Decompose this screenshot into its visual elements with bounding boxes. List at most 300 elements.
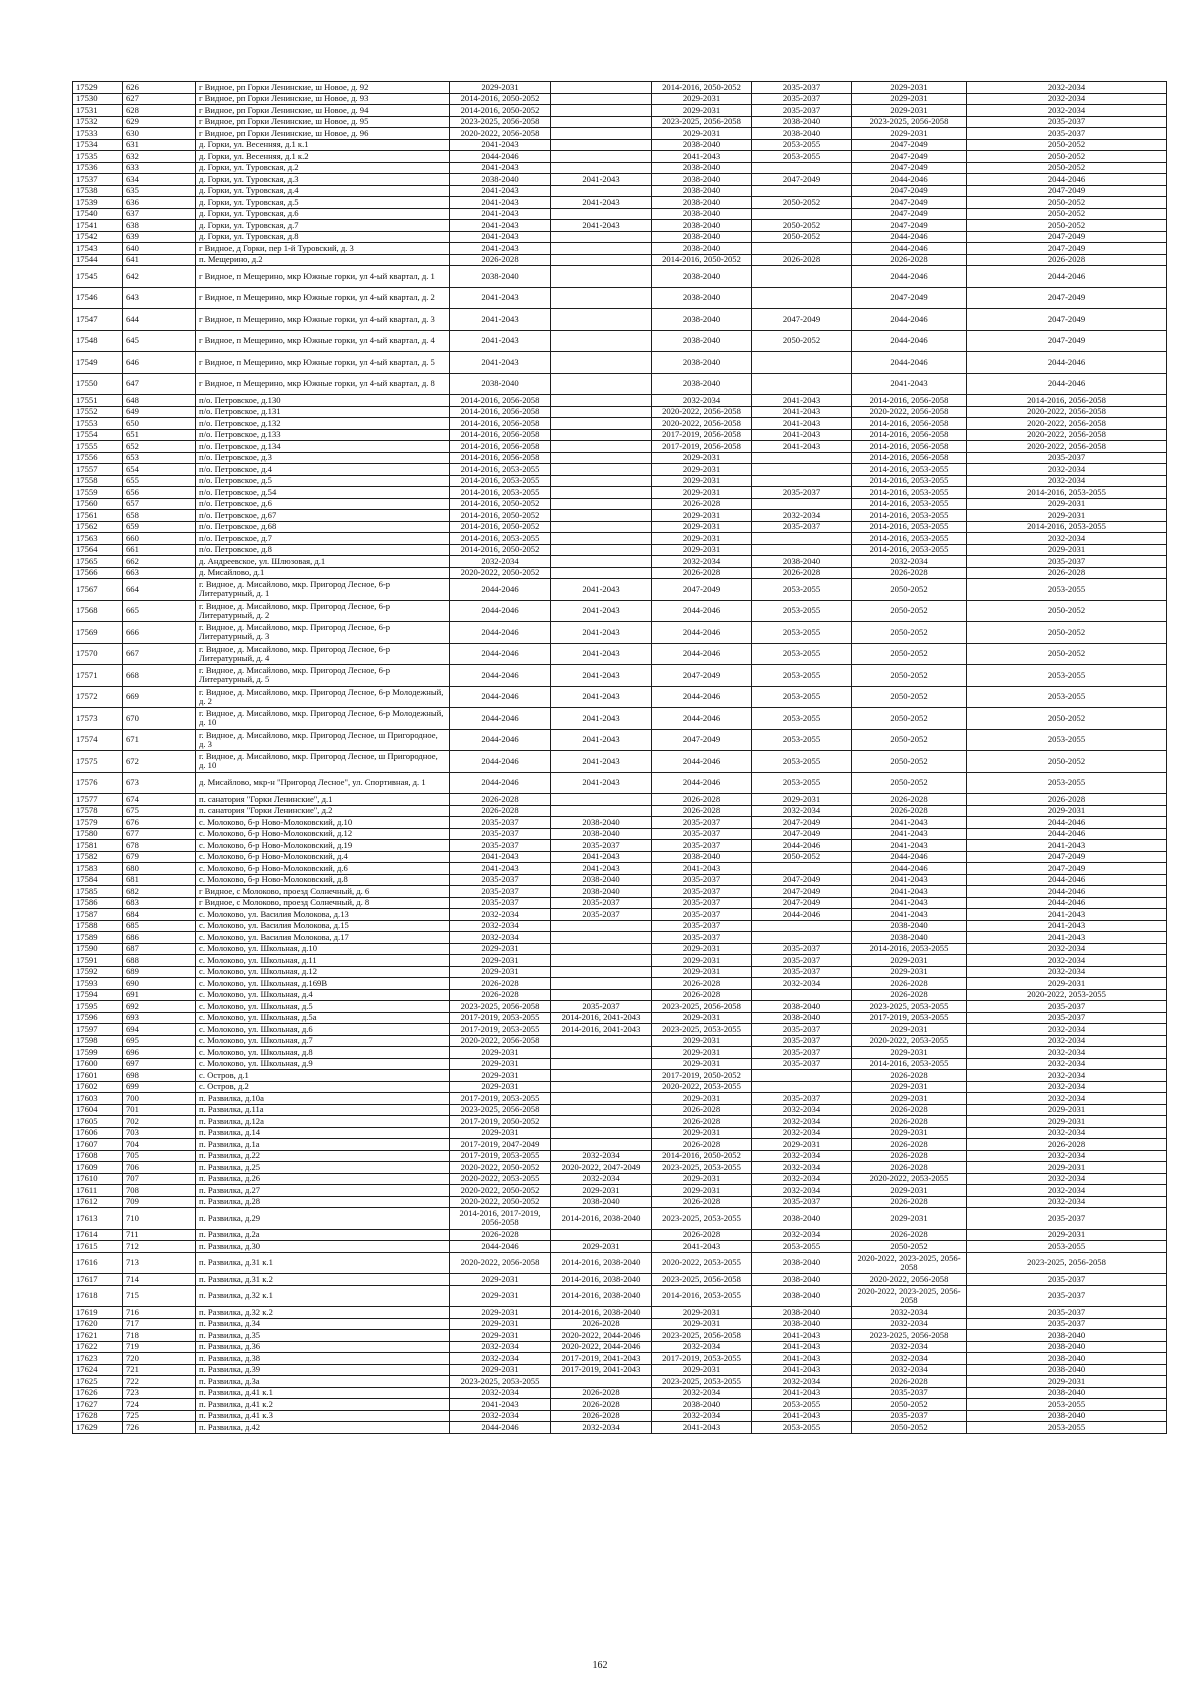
table-row	[73, 220, 1167, 232]
address-cell: п/о. Петровское, д.68	[196, 521, 450, 533]
table-row	[73, 116, 1167, 128]
period-cell-1: 2014-2016, 2053-2055	[450, 533, 551, 545]
row-number-cell: 17587	[73, 909, 123, 921]
period-cell-4: 2038-2040	[752, 1012, 852, 1024]
period-cell-2: 2029-2031	[551, 1241, 652, 1253]
item-number-cell: 679	[123, 851, 196, 863]
row-number-cell: 17562	[73, 521, 123, 533]
item-number-cell: 652	[123, 441, 196, 453]
item-number-cell: 632	[123, 151, 196, 163]
table-row	[73, 185, 1167, 197]
address-cell: п/о. Петровское, д.134	[196, 441, 450, 453]
address-cell: г Видное, с Молоково, проезд Солнечный, д. 8	[196, 897, 450, 909]
period-cell-5: 2038-2040	[852, 932, 967, 944]
table-row	[73, 1410, 1167, 1422]
row-number-cell: 17616	[73, 1252, 123, 1274]
item-number-cell: 703	[123, 1127, 196, 1139]
period-cell-5: 2014-2016, 2056-2058	[852, 429, 967, 441]
period-cell-4	[752, 162, 852, 174]
row-number-cell: 17615	[73, 1241, 123, 1253]
row-number-cell: 17538	[73, 185, 123, 197]
item-number-cell: 626	[123, 82, 196, 94]
row-number-cell: 17563	[73, 533, 123, 545]
period-cell-1: 2014-2016, 2053-2055	[450, 487, 551, 499]
table-row	[73, 93, 1167, 105]
address-cell: п. Развилка, д.26	[196, 1173, 450, 1185]
table-row	[73, 686, 1167, 708]
period-cell-4: 2032-2034	[752, 1104, 852, 1116]
period-cell-3: 2038-2040	[652, 352, 752, 374]
item-number-cell: 658	[123, 510, 196, 522]
period-cell-6: 2035-2037	[967, 1285, 1167, 1307]
period-cell-5: 2014-2016, 2053-2055	[852, 1058, 967, 1070]
period-cell-4: 2026-2028	[752, 254, 852, 266]
period-cell-1: 2038-2040	[450, 174, 551, 186]
period-cell-5: 2014-2016, 2056-2058	[852, 395, 967, 407]
period-cell-2	[551, 93, 652, 105]
period-cell-4: 2026-2028	[752, 567, 852, 579]
period-cell-5: 2026-2028	[852, 1196, 967, 1208]
period-cell-3: 2038-2040	[652, 309, 752, 331]
period-cell-1: 2041-2043	[450, 1399, 551, 1411]
table-row	[73, 1307, 1167, 1319]
table-row	[73, 128, 1167, 140]
address-cell: г. Видное, д. Мисайлово, мкр. Пригород Лесное, 6-р Литературный, д. 1	[196, 579, 450, 601]
row-number-cell: 17575	[73, 751, 123, 773]
period-cell-4: 2050-2052	[752, 851, 852, 863]
period-cell-6: 2023-2025, 2056-2058	[967, 1252, 1167, 1274]
period-cell-5: 2041-2043	[852, 874, 967, 886]
period-cell-4: 2032-2034	[752, 978, 852, 990]
period-cell-6: 2035-2037	[967, 1001, 1167, 1013]
table-row	[73, 579, 1167, 601]
item-number-cell: 699	[123, 1081, 196, 1093]
period-cell-6: 2032-2034	[967, 955, 1167, 967]
period-cell-4: 2038-2040	[752, 1001, 852, 1013]
period-cell-4: 2032-2034	[752, 805, 852, 817]
period-cell-5: 2014-2016, 2053-2055	[852, 943, 967, 955]
address-cell: г. Видное, д. Мисайлово, мкр. Пригород Лесное, ш Пригородное, д. 3	[196, 729, 450, 751]
period-cell-5: 2017-2019, 2053-2055	[852, 1012, 967, 1024]
period-cell-5: 2044-2046	[852, 330, 967, 352]
address-cell: п. Развилка, д.25	[196, 1162, 450, 1174]
period-cell-1: 2044-2046	[450, 751, 551, 773]
item-number-cell: 633	[123, 162, 196, 174]
period-cell-3: 2026-2028	[652, 1229, 752, 1241]
item-number-cell: 668	[123, 665, 196, 687]
period-cell-4: 2041-2043	[752, 1364, 852, 1376]
address-cell: д. Горки, ул. Весенняя, д.1 к.2	[196, 151, 450, 163]
period-cell-6: 2035-2037	[967, 1318, 1167, 1330]
table-row	[73, 886, 1167, 898]
item-number-cell: 724	[123, 1399, 196, 1411]
period-cell-4: 2041-2043	[752, 1330, 852, 1342]
table-row	[73, 243, 1167, 255]
period-cell-4: 2032-2034	[752, 1127, 852, 1139]
address-cell: с. Остров, д.1	[196, 1070, 450, 1082]
period-cell-4: 2038-2040	[752, 556, 852, 568]
period-cell-4: 2035-2037	[752, 487, 852, 499]
period-cell-1: 2017-2019, 2053-2055	[450, 1150, 551, 1162]
period-cell-4: 2053-2055	[752, 643, 852, 665]
period-cell-5: 2032-2034	[852, 1307, 967, 1319]
period-cell-5: 2032-2034	[852, 1341, 967, 1353]
period-cell-1: 2041-2043	[450, 863, 551, 875]
period-cell-6: 2032-2034	[967, 1047, 1167, 1059]
address-cell: с. Молоково, ул. Школьная, д.4	[196, 989, 450, 1001]
period-cell-2: 2038-2040	[551, 874, 652, 886]
period-cell-4: 2047-2049	[752, 828, 852, 840]
period-cell-4: 2035-2037	[752, 1093, 852, 1105]
item-number-cell: 709	[123, 1196, 196, 1208]
period-cell-2	[551, 943, 652, 955]
address-cell: п/о. Петровское, д.67	[196, 510, 450, 522]
row-number-cell: 17556	[73, 452, 123, 464]
address-cell: п. Развилка, д.10а	[196, 1093, 450, 1105]
period-cell-6: 2032-2034	[967, 1093, 1167, 1105]
period-cell-3: 2047-2049	[652, 665, 752, 687]
period-cell-5: 2020-2022, 2053-2055	[852, 1035, 967, 1047]
period-cell-1: 2044-2046	[450, 772, 551, 794]
period-cell-5: 2050-2052	[852, 1422, 967, 1434]
period-cell-4: 2035-2037	[752, 943, 852, 955]
item-number-cell: 651	[123, 429, 196, 441]
period-cell-2	[551, 1035, 652, 1047]
period-cell-3: 2029-2031	[652, 966, 752, 978]
period-cell-3: 2026-2028	[652, 794, 752, 806]
period-cell-4: 2050-2052	[752, 197, 852, 209]
row-number-cell: 17605	[73, 1116, 123, 1128]
period-cell-1: 2041-2043	[450, 208, 551, 220]
period-cell-1: 2032-2034	[450, 920, 551, 932]
period-cell-2: 2014-2016, 2038-2040	[551, 1252, 652, 1274]
period-cell-2	[551, 498, 652, 510]
address-cell: г Видное, с Молоково, проезд Солнечный, д. 6	[196, 886, 450, 898]
period-cell-2: 2014-2016, 2041-2043	[551, 1012, 652, 1024]
period-cell-6: 2038-2040	[967, 1341, 1167, 1353]
address-cell: п/о. Петровское, д.8	[196, 544, 450, 556]
item-number-cell: 685	[123, 920, 196, 932]
period-cell-2	[551, 955, 652, 967]
period-cell-2: 2014-2016, 2038-2040	[551, 1285, 652, 1307]
period-cell-5: 2047-2049	[852, 162, 967, 174]
item-number-cell: 682	[123, 886, 196, 898]
period-cell-5: 2050-2052	[852, 622, 967, 644]
period-cell-3: 2020-2022, 2056-2058	[652, 418, 752, 430]
period-cell-4: 2041-2043	[752, 1341, 852, 1353]
table-row	[73, 966, 1167, 978]
period-cell-4: 2047-2049	[752, 309, 852, 331]
period-cell-3: 2026-2028	[652, 805, 752, 817]
period-cell-6: 2035-2037	[967, 1208, 1167, 1230]
period-cell-2: 2041-2043	[551, 863, 652, 875]
address-cell: с. Молоково, б-р Ново-Молоковский, д.8	[196, 874, 450, 886]
item-number-cell: 665	[123, 600, 196, 622]
period-cell-2	[551, 128, 652, 140]
row-number-cell: 17610	[73, 1173, 123, 1185]
row-number-cell: 17617	[73, 1274, 123, 1286]
period-cell-3: 2038-2040	[652, 243, 752, 255]
period-cell-5: 2029-2031	[852, 1127, 967, 1139]
period-cell-3: 2032-2034	[652, 395, 752, 407]
row-number-cell: 17612	[73, 1196, 123, 1208]
period-cell-2	[551, 330, 652, 352]
row-number-cell: 17607	[73, 1139, 123, 1151]
period-cell-6: 2032-2034	[967, 105, 1167, 117]
item-number-cell: 716	[123, 1307, 196, 1319]
address-cell: д. Горки, ул. Туровская, д.7	[196, 220, 450, 232]
period-cell-1: 2044-2046	[450, 622, 551, 644]
row-number-cell: 17568	[73, 600, 123, 622]
address-cell: с. Молоково, ул. Школьная, д.7	[196, 1035, 450, 1047]
address-cell: с. Молоково, б-р Ново-Молоковский, д.12	[196, 828, 450, 840]
address-cell: п. Развилка, д.31 к.1	[196, 1252, 450, 1274]
period-cell-1: 2044-2046	[450, 643, 551, 665]
period-cell-5: 2044-2046	[852, 231, 967, 243]
item-number-cell: 720	[123, 1353, 196, 1365]
address-cell: п. Развилка, д.42	[196, 1422, 450, 1434]
table-row	[73, 1399, 1167, 1411]
period-cell-4	[752, 287, 852, 309]
row-number-cell: 17564	[73, 544, 123, 556]
period-cell-4: 2053-2055	[752, 622, 852, 644]
row-number-cell: 17586	[73, 897, 123, 909]
period-cell-4: 2032-2034	[752, 1376, 852, 1388]
item-number-cell: 726	[123, 1422, 196, 1434]
table-row	[73, 498, 1167, 510]
period-cell-5: 2050-2052	[852, 665, 967, 687]
item-number-cell: 661	[123, 544, 196, 556]
period-cell-5: 2026-2028	[852, 1376, 967, 1388]
period-cell-3: 2029-2031	[652, 128, 752, 140]
period-cell-2	[551, 406, 652, 418]
address-cell: с. Молоково, б-р Ново-Молоковский, д.6	[196, 863, 450, 875]
row-number-cell: 17602	[73, 1081, 123, 1093]
period-cell-1: 2014-2016, 2017-2019, 2056-2058	[450, 1208, 551, 1230]
period-cell-2: 2017-2019, 2041-2043	[551, 1364, 652, 1376]
item-number-cell: 644	[123, 309, 196, 331]
period-cell-3: 2029-2031	[652, 544, 752, 556]
period-cell-3: 2023-2025, 2053-2055	[652, 1208, 752, 1230]
period-cell-2	[551, 1058, 652, 1070]
table-row	[73, 406, 1167, 418]
period-cell-6: 2038-2040	[967, 1353, 1167, 1365]
period-cell-4	[752, 1081, 852, 1093]
period-cell-2	[551, 794, 652, 806]
period-cell-1: 2020-2022, 2056-2058	[450, 128, 551, 140]
table-row	[73, 544, 1167, 556]
period-cell-6: 2053-2055	[967, 1422, 1167, 1434]
address-cell: п/о. Петровское, д.132	[196, 418, 450, 430]
period-cell-3: 2038-2040	[652, 220, 752, 232]
period-cell-1: 2029-2031	[450, 1330, 551, 1342]
period-cell-3: 2029-2031	[652, 452, 752, 464]
period-cell-2: 2041-2043	[551, 665, 652, 687]
period-cell-2: 2041-2043	[551, 174, 652, 186]
period-cell-3: 2023-2025, 2056-2058	[652, 1001, 752, 1013]
address-cell: п. Развилка, д.38	[196, 1353, 450, 1365]
period-cell-4: 2047-2049	[752, 886, 852, 898]
row-number-cell: 17588	[73, 920, 123, 932]
address-cell: п. санатория "Горки Ленинские", д.2	[196, 805, 450, 817]
period-cell-5: 2044-2046	[852, 309, 967, 331]
period-cell-1: 2029-2031	[450, 1047, 551, 1059]
table-row	[73, 665, 1167, 687]
period-cell-2	[551, 978, 652, 990]
period-cell-6: 2038-2040	[967, 1364, 1167, 1376]
table-row	[73, 266, 1167, 288]
table-row	[73, 82, 1167, 94]
table-row	[73, 567, 1167, 579]
period-cell-4	[752, 464, 852, 476]
page-number: 162	[592, 1660, 608, 1671]
period-cell-6: 2053-2055	[967, 1241, 1167, 1253]
period-cell-2	[551, 1139, 652, 1151]
row-number-cell: 17566	[73, 567, 123, 579]
period-cell-1: 2032-2034	[450, 1353, 551, 1365]
address-cell: г Видное, рп Горки Ленинские, ш Новое, д. 96	[196, 128, 450, 140]
period-cell-1: 2041-2043	[450, 197, 551, 209]
period-cell-3: 2038-2040	[652, 266, 752, 288]
item-number-cell: 641	[123, 254, 196, 266]
item-number-cell: 664	[123, 579, 196, 601]
period-cell-4: 2038-2040	[752, 1307, 852, 1319]
period-cell-4: 2053-2055	[752, 151, 852, 163]
period-cell-4: 2035-2037	[752, 82, 852, 94]
item-number-cell: 666	[123, 622, 196, 644]
period-cell-3: 2023-2025, 2056-2058	[652, 116, 752, 128]
period-cell-2	[551, 932, 652, 944]
period-cell-4	[752, 544, 852, 556]
period-cell-5: 2026-2028	[852, 1104, 967, 1116]
item-number-cell: 646	[123, 352, 196, 374]
period-cell-4: 2041-2043	[752, 418, 852, 430]
period-cell-6: 2014-2016, 2056-2058	[967, 395, 1167, 407]
period-cell-5: 2029-2031	[852, 955, 967, 967]
address-cell: г. Видное, д. Мисайлово, мкр. Пригород Лесное, 6-р Литературный, д. 4	[196, 643, 450, 665]
address-cell: г Видное, рп Горки Ленинские, ш Новое, д. 92	[196, 82, 450, 94]
address-cell: п. санатория "Горки Ленинские", д.1	[196, 794, 450, 806]
period-cell-2	[551, 1127, 652, 1139]
period-cell-6: 2050-2052	[967, 162, 1167, 174]
period-cell-5: 2047-2049	[852, 151, 967, 163]
item-number-cell: 680	[123, 863, 196, 875]
period-cell-2	[551, 1116, 652, 1128]
period-cell-4: 2029-2031	[752, 794, 852, 806]
period-cell-1: 2029-2031	[450, 82, 551, 94]
period-cell-2: 2041-2043	[551, 686, 652, 708]
period-cell-3: 2029-2031	[652, 1047, 752, 1059]
item-number-cell: 672	[123, 751, 196, 773]
period-cell-6: 2029-2031	[967, 978, 1167, 990]
period-cell-2	[551, 521, 652, 533]
address-cell: п. Развилка, д.35	[196, 1330, 450, 1342]
period-cell-2: 2041-2043	[551, 751, 652, 773]
period-cell-2: 2026-2028	[551, 1410, 652, 1422]
row-number-cell: 17576	[73, 772, 123, 794]
period-cell-1: 2029-2031	[450, 955, 551, 967]
period-cell-3: 2038-2040	[652, 1399, 752, 1411]
row-number-cell: 17608	[73, 1150, 123, 1162]
period-cell-1: 2029-2031	[450, 1318, 551, 1330]
period-cell-2: 2014-2016, 2038-2040	[551, 1208, 652, 1230]
period-cell-1: 2038-2040	[450, 373, 551, 395]
period-cell-5: 2020-2022, 2056-2058	[852, 406, 967, 418]
table-row	[73, 139, 1167, 151]
row-number-cell: 17597	[73, 1024, 123, 1036]
item-number-cell: 687	[123, 943, 196, 955]
period-cell-3: 2047-2049	[652, 729, 752, 751]
period-cell-5: 2029-2031	[852, 105, 967, 117]
item-number-cell: 715	[123, 1285, 196, 1307]
item-number-cell: 677	[123, 828, 196, 840]
period-cell-3: 2029-2031	[652, 1035, 752, 1047]
period-cell-3: 2026-2028	[652, 1116, 752, 1128]
table-row	[73, 805, 1167, 817]
period-cell-3: 2017-2019, 2056-2058	[652, 441, 752, 453]
period-cell-2: 2041-2043	[551, 851, 652, 863]
period-cell-1: 2014-2016, 2056-2058	[450, 441, 551, 453]
period-cell-1: 2029-2031	[450, 1058, 551, 1070]
row-number-cell: 17618	[73, 1285, 123, 1307]
period-cell-1: 2020-2022, 2050-2052	[450, 1162, 551, 1174]
address-cell: с. Молоково, ул. Школьная, д.9	[196, 1058, 450, 1070]
period-cell-5: 2050-2052	[852, 1241, 967, 1253]
period-cell-5: 2041-2043	[852, 886, 967, 898]
period-cell-5: 2014-2016, 2053-2055	[852, 533, 967, 545]
period-cell-3: 2044-2046	[652, 643, 752, 665]
period-cell-5: 2050-2052	[852, 772, 967, 794]
row-number-cell: 17581	[73, 840, 123, 852]
row-number-cell: 17582	[73, 851, 123, 863]
row-number-cell: 17551	[73, 395, 123, 407]
period-cell-4: 2035-2037	[752, 955, 852, 967]
row-number-cell: 17579	[73, 817, 123, 829]
period-cell-5: 2044-2046	[852, 863, 967, 875]
address-cell: г Видное, п Мещерино, мкр Южные горки, ул 4-ый квартал, д. 5	[196, 352, 450, 374]
period-cell-3: 2044-2046	[652, 686, 752, 708]
period-cell-2	[551, 920, 652, 932]
period-cell-5: 2026-2028	[852, 254, 967, 266]
period-cell-5: 2014-2016, 2053-2055	[852, 510, 967, 522]
item-number-cell: 686	[123, 932, 196, 944]
period-cell-4: 2032-2034	[752, 1229, 852, 1241]
period-cell-5: 2029-2031	[852, 1208, 967, 1230]
period-cell-6: 2047-2049	[967, 330, 1167, 352]
period-cell-3: 2017-2019, 2053-2055	[652, 1353, 752, 1365]
item-number-cell: 629	[123, 116, 196, 128]
table-row	[73, 1387, 1167, 1399]
period-cell-4	[752, 185, 852, 197]
period-cell-4	[752, 533, 852, 545]
period-cell-4	[752, 208, 852, 220]
period-cell-1: 2035-2037	[450, 897, 551, 909]
table-row	[73, 863, 1167, 875]
period-cell-2: 2038-2040	[551, 1196, 652, 1208]
period-cell-4: 2053-2055	[752, 729, 852, 751]
period-cell-4: 2035-2037	[752, 105, 852, 117]
address-cell: с. Молоково, б-р Ново-Молоковский, д.19	[196, 840, 450, 852]
row-number-cell: 17599	[73, 1047, 123, 1059]
period-cell-3: 2029-2031	[652, 521, 752, 533]
period-cell-2	[551, 1104, 652, 1116]
period-cell-1: 2026-2028	[450, 794, 551, 806]
table-row	[73, 978, 1167, 990]
period-cell-3: 2014-2016, 2050-2052	[652, 254, 752, 266]
table-row	[73, 464, 1167, 476]
period-cell-4: 2038-2040	[752, 1252, 852, 1274]
period-cell-5: 2020-2022, 2053-2055	[852, 1173, 967, 1185]
